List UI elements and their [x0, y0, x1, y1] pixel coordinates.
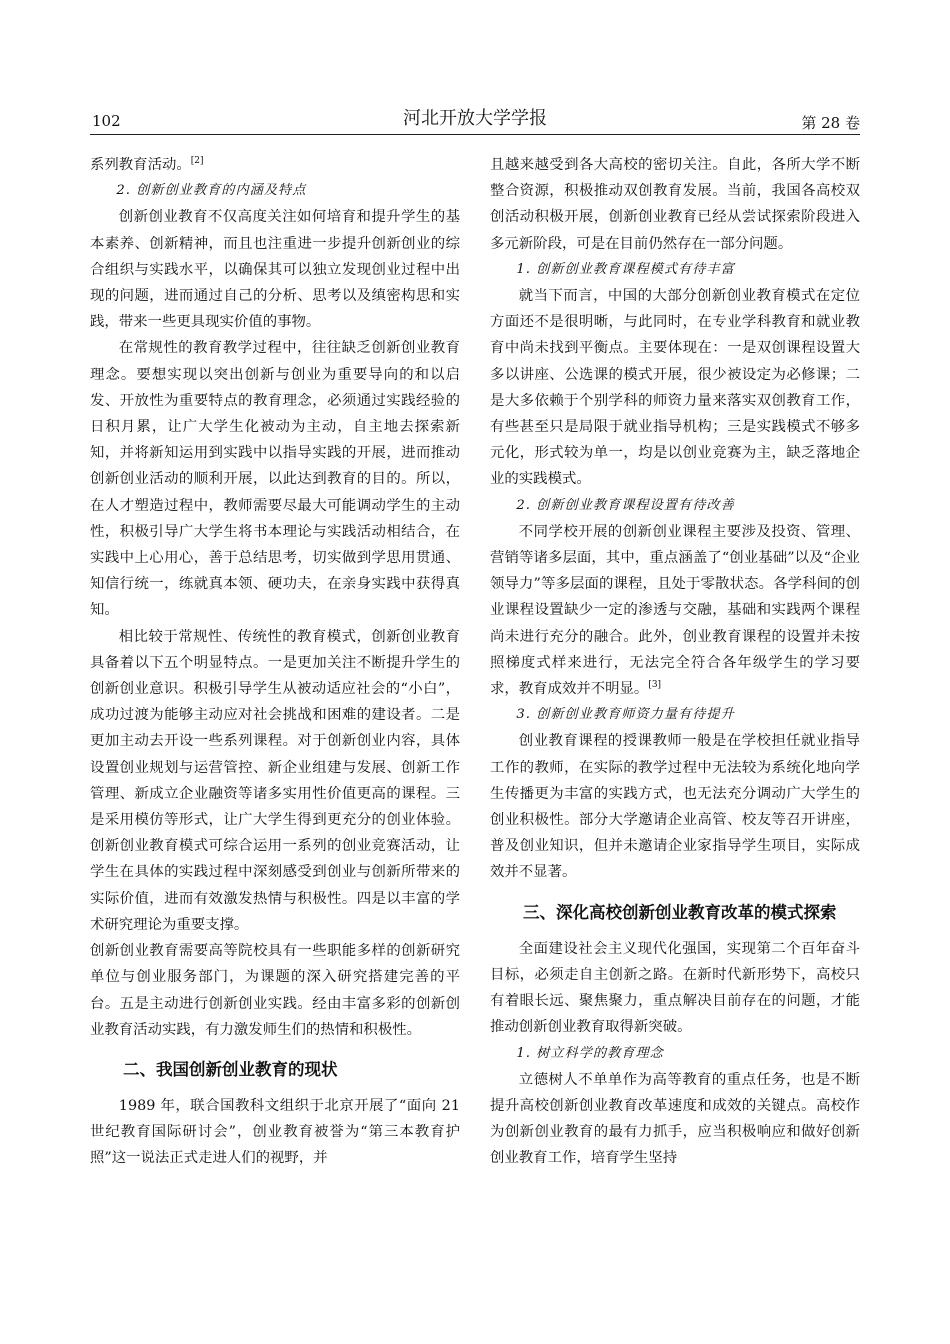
paragraph: 创新创业教育不仅高度关注如何培育和提升学生的基本素养、创新精神，而且也注重进一步提升创新创业的综合组织与实践水平，以确保其可以独立发现创业过程中出现的问题，进而通过自己的分析、思考以及缜密构思和实践，带来一些更具现实价值的事物。	[90, 209, 460, 331]
citation-ref[interactable]: [2]	[190, 156, 204, 167]
paragraph: 系列教育活动。[2]	[90, 156, 204, 173]
right-column	[490, 152, 860, 1172]
paragraph: 且越来越受到各大高校的密切关注。自此，各所大学不断整合资源，积极推动双创教育发展。当前，我国各高校双创活动积极开展，创新创业教育已经从尝试探索阶段进入多元新阶段，可是在目前仍然存在一部分问题。	[490, 157, 860, 252]
subsection-heading: 1. 树立科学的教育理念	[516, 1045, 664, 1061]
subsection-heading: 2. 创新创业教育的内涵及特点	[116, 183, 307, 199]
subsection-heading: 3. 创新创业教育师资力量有待提升	[516, 707, 735, 723]
left-column	[90, 152, 460, 1172]
section-heading: 二、我国创新创业教育的现状	[123, 1059, 338, 1079]
subsection-heading: 2. 创新创业教育课程设置有待改善	[516, 497, 735, 513]
volume-label: 第 28 卷	[801, 114, 860, 132]
paragraph: 全面建设社会主义现代化强国，实现第二个百年奋斗目标，必须走自主创新之路。在新时代新形势下，高校只有着眼长远、聚焦聚力，重点解决目前存在的问题，才能推动创新创业教育取得新突破。	[490, 940, 860, 1036]
paragraph: 创业教育课程的授课教师一般是在学校担任就业指导工作的教师，在实际的教学过程中无法较为系统化地向学生传播更为丰富的实践方式，也无法充分调动广大学生的创业积极性。部分大学邀请企业高管、校友等召开讲座，普及创业知识，但并未邀请企业家指导学生项目，实际成效并不显著。	[490, 733, 860, 881]
paragraph: 就当下而言，中国的大部分创新创业教育模式在定位方面还不是很明晰，与此同时，在专业学科教育和就业教育中尚未找到平衡点。主要体现在：一是双创课程设置大多以讲座、公选课的模式开展，很少被设定为必修课；二是大多依赖于个别学科的师资力量来落实双创教育工作，有些甚至只是局限于就业指导机构；三是实践模式不够多元化，形式较为单一，均是以创业竞赛为主，缺乏落地企业的实践模式。	[490, 288, 860, 488]
paragraph: 相比较于常规性、传统性的教育模式，创新创业教育具备着以下五个明显特点。一是更加关注不断提升学生的创新创业意识。积极引导学生从被动适应社会的“小白”，成功过渡为能够主动应对社会挑战和困难的建设者。二是更加主动去开设一些系列课程。对于创新创业内容，具体设置创业规划与运营管控、新企业组建与发展、创新工作管理、新成立企业融资等诸多实用性价值更高的课程。三是采用模仿等形式，让广大学生得到更充分的创业体验。创新创业教育模式可综合运用一系列的创业竞赛活动，让学生在具体的实践过程中深刻感受到创业与创新所带来的实际价值，进而有效激发热情与积极性。四是以丰富的学术研究理论为重要支撑。	[90, 628, 460, 933]
section-heading: 三、深化高校创新创业教育改革的模式探索	[523, 902, 837, 922]
journal-title: 河北开放大学学报	[403, 108, 547, 129]
paragraph: 创新创业教育需要高等院校具有一些职能多样的创新研究单位与创业服务部门，为课题的深入研究搭建完善的平台。五是主动进行创新创业实践。经由丰富多彩的创新创业教育活动实践，有力激发师生们的热情和积极性。	[90, 943, 460, 1038]
paragraph: 立德树人不单单作为高等教育的重点任务，也是不断提升高校创新创业教育改革速度和成效的关键点。高校作为创新创业教育的最有力抓手，应当积极响应和做好创新创业教育工作，培育学生坚持	[490, 1071, 860, 1167]
paragraph: 在常规性的教育教学过程中，往往缺乏创新创业教育理念。要想实现以突出创新与创业为重要导向的和以启发、开放性为重要特点的教育理念，必须通过实践经验的日积月累，让广大学生化被动为主动，自主地去探索新知，并将新知运用到实践中以指导实践的开展，进而推动创新创业活动的顺利开展，以此达到教育的目的。所以，在人才塑造过程中，教师需要尽最大可能调动学生的主动性，积极引导广大学生将书本理论与实践活动相结合，在实践中上心用心，善于总结思考，切实做到学思用贯通、知信行统一，练就真本领、硬功夫，在亲身实践中获得真知。	[90, 340, 460, 619]
paragraph: 1989 年，联合国教科文组织于北京开展了“面向 21 世纪教育国际研讨会”，创业教育被誉为“第三本教育护照”这一说法正式走进人们的视野，并	[90, 1097, 460, 1167]
citation-ref[interactable]: [3]	[648, 680, 662, 691]
paragraph: 不同学校开展的创新创业课程主要涉及投资、管理、营销等诸多层面，其中，重点涵盖了“创业基础”以及“企业领导力”等多层面的课程，且处于零散状态。各学科间的创业课程设置缺少一定的渗透与交融，基础和实践两个课程尚未进行充分的融合。此外，创业教育课程的设置并未按照梯度式样来进行，无法完全符合各年级学生的学习要求，教育成效并不明显。[3]	[490, 523, 860, 698]
page-number: 102	[92, 112, 121, 130]
page-header	[90, 104, 860, 135]
subsection-heading: 1. 创新创业教育课程模式有待丰富	[516, 261, 735, 277]
